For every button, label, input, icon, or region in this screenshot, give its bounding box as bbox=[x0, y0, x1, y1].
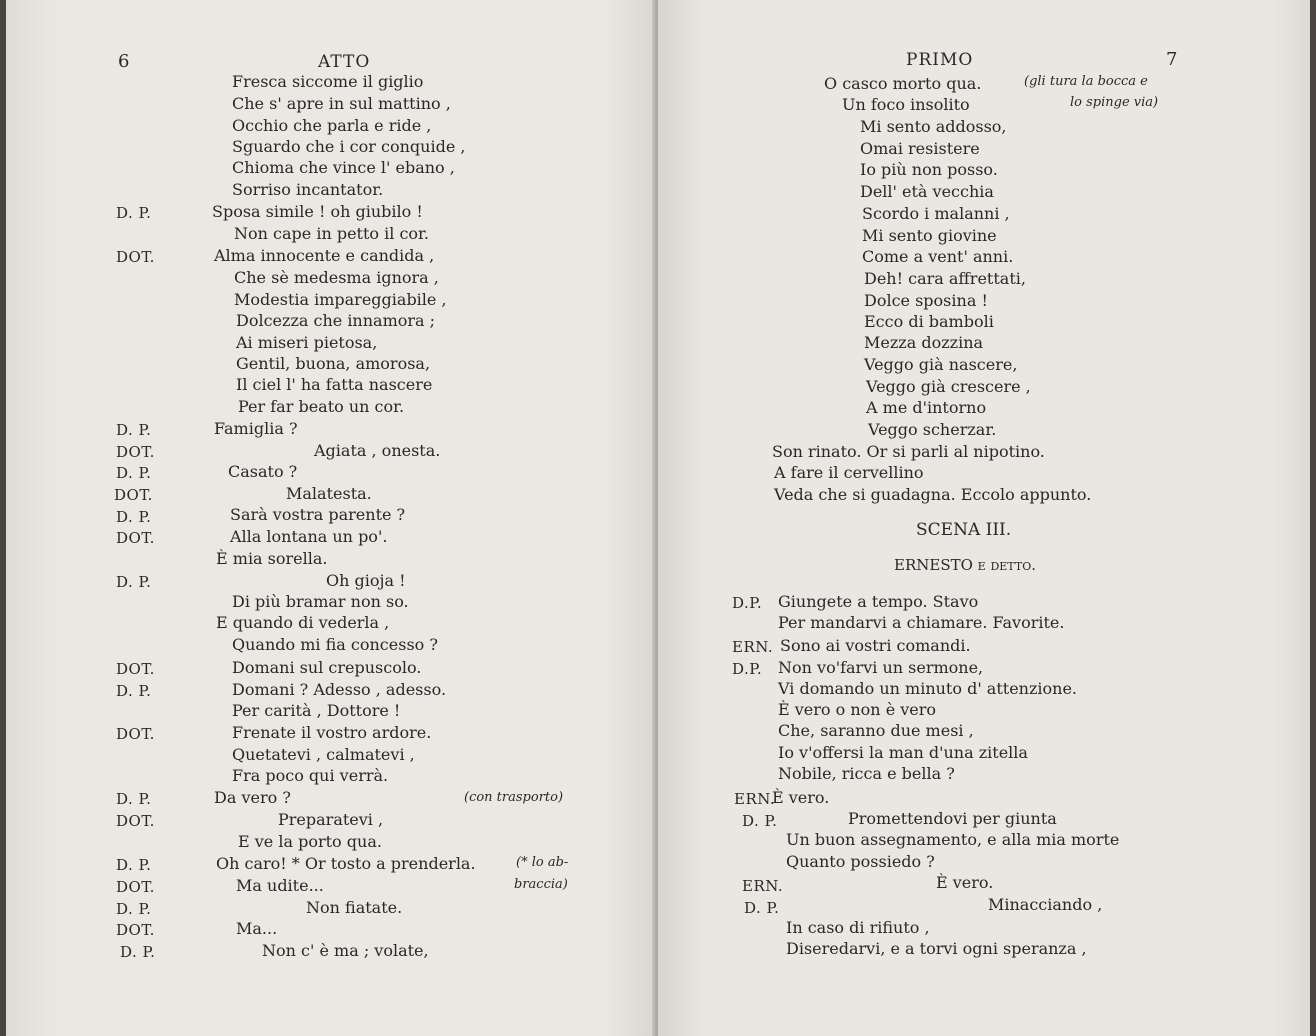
verse-line: Quetatevi , calmatevi , bbox=[232, 745, 415, 764]
scene-title: SCENA III. bbox=[916, 520, 1012, 540]
verse-line: Fra poco qui verrà. bbox=[232, 766, 389, 785]
verse-line: Per far beato un cor. bbox=[238, 397, 405, 416]
speaker-label: ERN. bbox=[734, 790, 776, 808]
speaker-label: DOT. bbox=[116, 443, 155, 461]
speaker-label: DOT. bbox=[116, 529, 155, 547]
verse-line: Da vero ? bbox=[214, 788, 291, 807]
running-head: ATTO bbox=[318, 52, 371, 72]
verse-line: Di più bramar non so. bbox=[232, 592, 409, 611]
speaker-label: DOT. bbox=[116, 878, 155, 896]
verse-line: Domani ? Adesso , adesso. bbox=[232, 680, 447, 699]
verse-line: Per mandarvi a chiamare. Favorite. bbox=[778, 613, 1065, 632]
verse-line: Veggo già nascere, bbox=[864, 355, 1018, 374]
speaker-label: DOT. bbox=[116, 660, 155, 678]
speaker-label: D. P. bbox=[116, 464, 152, 482]
verse-line: Minacciando , bbox=[988, 895, 1103, 914]
verse-line: Veda che si guadagna. Eccolo appunto. bbox=[774, 485, 1092, 504]
verse-line: Preparatevi , bbox=[278, 810, 384, 829]
running-head: PRIMO bbox=[906, 50, 974, 70]
verse-line: Nobile, ricca e bella ? bbox=[778, 764, 955, 783]
speaker-label: DOT. bbox=[116, 725, 155, 743]
verse-line: Che sè medesma ignora , bbox=[234, 268, 439, 287]
speaker-label: D. P. bbox=[116, 856, 152, 874]
verse-line: Modestia impareggiabile , bbox=[234, 290, 447, 309]
verse-line: Dell' età vecchia bbox=[860, 182, 994, 201]
verse-line: Io v'offersi la man d'una zitella bbox=[778, 743, 1028, 762]
verse-line: Alma innocente e candida , bbox=[214, 246, 435, 265]
verse-line: E quando di vederla , bbox=[216, 613, 390, 632]
speaker-label: DOT. bbox=[116, 921, 155, 939]
speaker-label: D.P. bbox=[732, 594, 763, 612]
verse-line: Veggo già crescere , bbox=[866, 377, 1031, 396]
verse-line: Gentil, buona, amorosa, bbox=[236, 354, 431, 373]
verse-line: Sono ai vostri comandi. bbox=[780, 636, 971, 655]
verse-line: Son rinato. Or si parli al nipotino. bbox=[772, 442, 1045, 461]
verse-line: Omai resistere bbox=[860, 139, 980, 158]
verse-line: Quanto possiedo ? bbox=[786, 852, 935, 871]
verse-line: A fare il cervellino bbox=[774, 463, 924, 482]
verse-line: Mi sento giovine bbox=[862, 226, 997, 245]
speaker-label: DOT. bbox=[114, 486, 153, 504]
verse-line: Chioma che vince l' ebano , bbox=[232, 158, 455, 177]
verse-line: Diseredarvi, e a torvi ogni speranza , bbox=[786, 939, 1087, 958]
scene-cast: ERNESTO e detto. bbox=[894, 556, 1036, 574]
stage-direction: braccia) bbox=[514, 877, 568, 892]
speaker-label: DOT. bbox=[116, 812, 155, 830]
page-number: 6 bbox=[118, 51, 130, 72]
stage-direction: lo spinge via) bbox=[1070, 95, 1159, 110]
speaker-label: ERN. bbox=[742, 877, 784, 895]
verse-line: Oh caro! * Or tosto a prenderla. bbox=[216, 854, 476, 873]
speaker-label: D.P. bbox=[732, 660, 763, 678]
verse-line: Sposa simile ! oh giubilo ! bbox=[212, 202, 423, 221]
left-page bbox=[6, 0, 656, 1036]
verse-line: È vero. bbox=[772, 788, 830, 807]
verse-line: Mi sento addosso, bbox=[860, 117, 1007, 136]
verse-line: Il ciel l' ha fatta nascere bbox=[236, 375, 433, 394]
verse-line: Malatesta. bbox=[286, 484, 372, 503]
speaker-label: D. P. bbox=[744, 899, 780, 917]
verse-line: È vero o non è vero bbox=[778, 700, 937, 719]
verse-line: A me d'intorno bbox=[866, 398, 987, 417]
verse-line: Domani sul crepuscolo. bbox=[232, 658, 422, 677]
verse-line: Non fiatate. bbox=[306, 898, 403, 917]
verse-line: Deh! cara affrettati, bbox=[864, 269, 1026, 288]
verse-line: Veggo scherzar. bbox=[868, 420, 997, 439]
verse-line: Come a vent' anni. bbox=[862, 247, 1014, 266]
verse-line: Sorriso incantator. bbox=[232, 180, 384, 199]
verse-line: Giungete a tempo. Stavo bbox=[778, 592, 979, 611]
speaker-label: D. P. bbox=[116, 204, 152, 222]
verse-line: Casato ? bbox=[228, 462, 298, 481]
verse-line: Mezza dozzina bbox=[864, 333, 984, 352]
speaker-label: D. P. bbox=[116, 421, 152, 439]
right-page bbox=[658, 0, 1310, 1036]
verse-line: Agiata , onesta. bbox=[314, 441, 441, 460]
verse-line: Ma... bbox=[236, 919, 278, 938]
page-number: 7 bbox=[1166, 49, 1178, 70]
speaker-label: D. P. bbox=[116, 573, 152, 591]
verse-line: Alla lontana un po'. bbox=[230, 527, 388, 546]
verse-line: Vi domando un minuto d' attenzione. bbox=[778, 679, 1078, 698]
stage-direction: (gli tura la bocca e bbox=[1024, 74, 1148, 89]
stage-direction: (* lo ab- bbox=[516, 855, 569, 870]
verse-line: È mia sorella. bbox=[216, 549, 328, 568]
verse-line: Quando mi fia concesso ? bbox=[232, 635, 438, 654]
stage-direction: (con trasporto) bbox=[464, 790, 564, 805]
verse-line: Frenate il vostro ardore. bbox=[232, 723, 432, 742]
speaker-label: ERN. bbox=[732, 638, 774, 656]
verse-line: In caso di rifiuto , bbox=[786, 918, 930, 937]
speaker-label: D. P. bbox=[116, 682, 152, 700]
verse-line: Non cape in petto il cor. bbox=[234, 224, 430, 243]
verse-line: Dolce sposina ! bbox=[864, 291, 988, 310]
speaker-label: DOT. bbox=[116, 248, 155, 266]
verse-line: Ma udite... bbox=[236, 876, 324, 895]
verse-line: Io più non posso. bbox=[860, 160, 998, 179]
verse-line: Fresca siccome il giglio bbox=[232, 72, 424, 91]
verse-line: Un buon assegnamento, e alla mia morte bbox=[786, 830, 1120, 849]
verse-line: Non vo'farvi un sermone, bbox=[778, 658, 984, 677]
speaker-label: D. P. bbox=[116, 790, 152, 808]
speaker-label: D. P. bbox=[116, 508, 152, 526]
verse-line: Occhio che parla e ride , bbox=[232, 116, 432, 135]
verse-line: Non c' è ma ; volate, bbox=[262, 941, 429, 960]
verse-line: Che s' apre in sul mattino , bbox=[232, 94, 451, 113]
speaker-label: D. P. bbox=[116, 900, 152, 918]
verse-line: Famiglia ? bbox=[214, 419, 298, 438]
verse-line: E ve la porto qua. bbox=[238, 832, 382, 851]
verse-line: Promettendovi per giunta bbox=[848, 809, 1057, 828]
verse-line: Sguardo che i cor conquide , bbox=[232, 137, 466, 156]
verse-line: Sarà vostra parente ? bbox=[230, 505, 406, 524]
speaker-label: D. P. bbox=[742, 812, 778, 830]
verse-line: Ecco di bamboli bbox=[864, 312, 994, 331]
speaker-label: D. P. bbox=[120, 943, 156, 961]
verse-line: Oh gioja ! bbox=[326, 571, 406, 590]
verse-line: È vero. bbox=[936, 873, 994, 892]
verse-line: O casco morto qua. bbox=[824, 74, 982, 93]
verse-line: Ai miseri pietosa, bbox=[236, 333, 378, 352]
verse-line: Scordo i malanni , bbox=[862, 204, 1010, 223]
verse-line: Un foco insolito bbox=[842, 95, 970, 114]
verse-line: Che, saranno due mesi , bbox=[778, 721, 974, 740]
verse-line: Dolcezza che innamora ; bbox=[236, 311, 436, 330]
verse-line: Per carità , Dottore ! bbox=[232, 701, 401, 720]
